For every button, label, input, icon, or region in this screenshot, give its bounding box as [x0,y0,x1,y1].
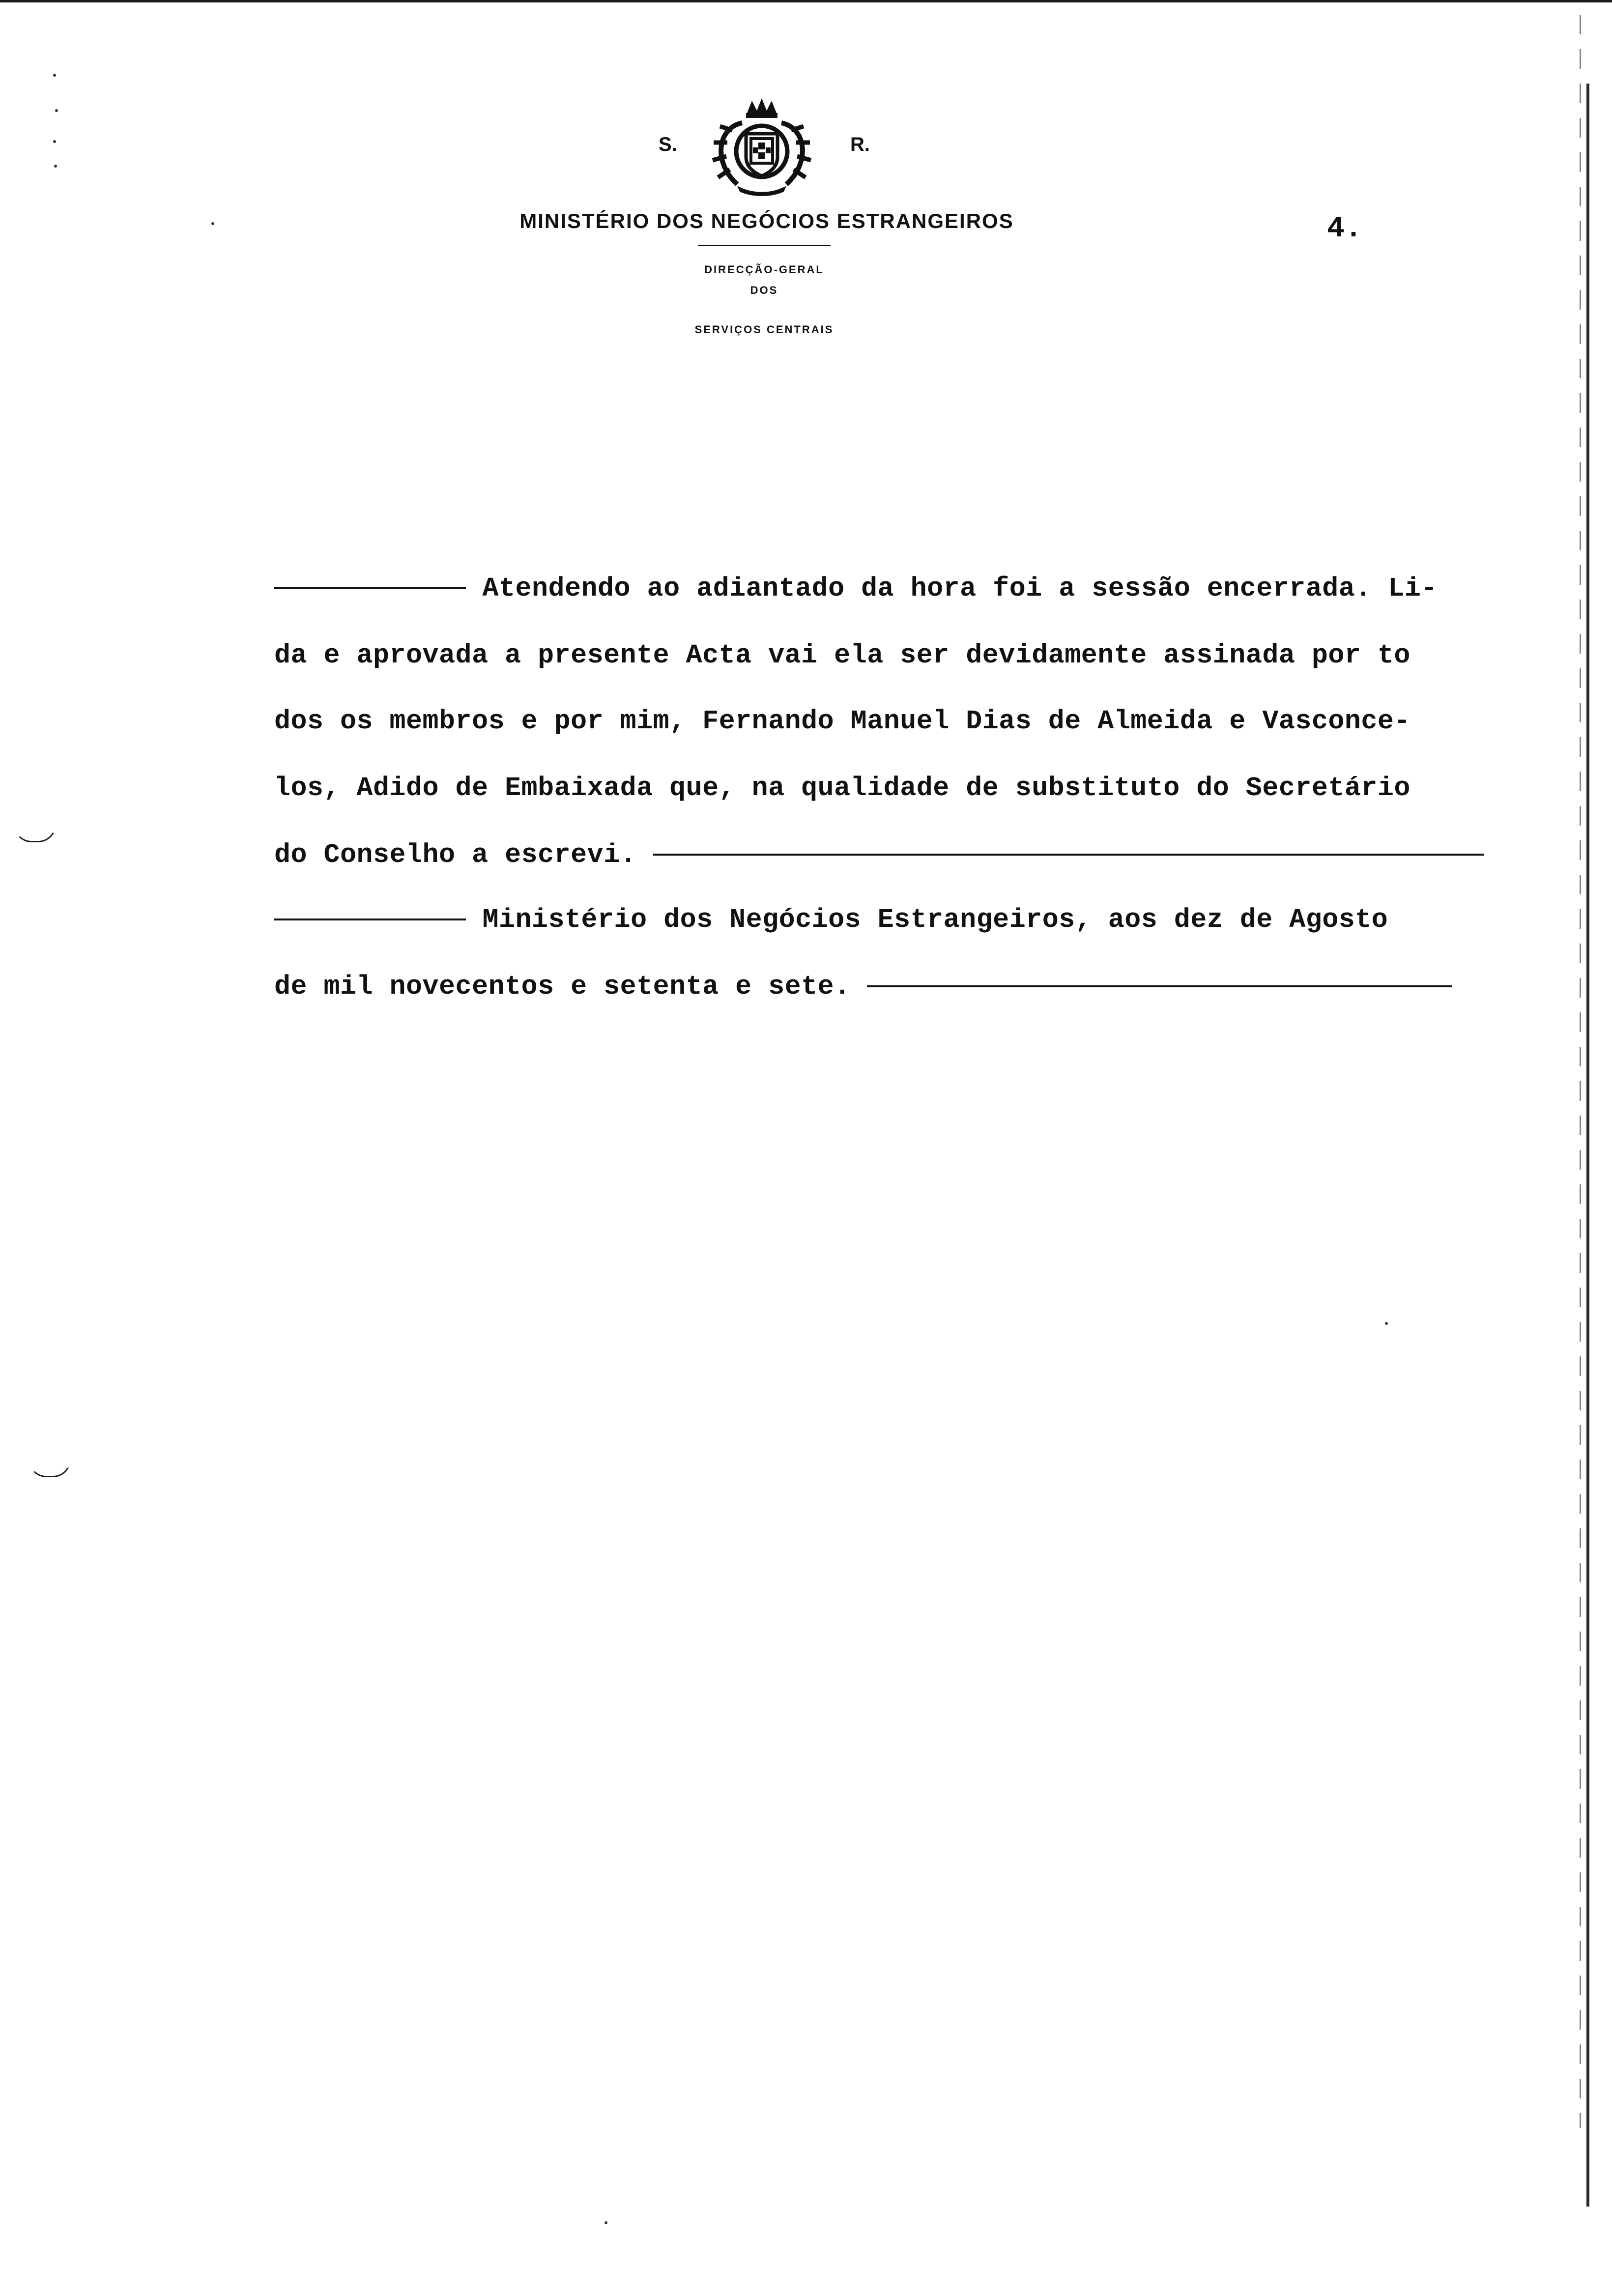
scan-edge-right [1586,84,1589,2207]
letterhead-right-initial: R. [850,134,870,155]
speck [211,222,214,225]
body-line-1 [274,573,1438,604]
speck [54,165,57,168]
department-line-2: DOS [750,284,778,296]
department-line-1: DIRECÇÃO-GERAL [704,263,824,276]
ministry-name: MINISTÉRIO DOS NEGÓCIOS ESTRANGEIROS [519,209,1014,232]
department-line-3: SERVIÇOS CENTRAIS [694,323,834,336]
coat-of-arms-icon [703,93,821,199]
letterhead-rule [698,245,831,246]
body-line-3: dos os membros e por mim, Fernando Manuel Dias de Almeida e Vasconce- [274,706,1410,737]
speck [604,2221,607,2224]
body-line-2: da e aprovada a presente Acta vai ela ser devidamente assinada por to [274,640,1410,671]
speck [55,109,58,112]
body-line-6 [274,904,1388,935]
scan-edge-top [0,0,1612,2]
scan-arc [14,825,56,842]
body-text: Atendendo ao adiantado da hora foi a sessão encerrada. Li- [482,573,1438,604]
body-text: Ministério dos Negócios Estrangeiros, aos dez de Agosto [482,904,1388,935]
leader-dash [274,918,466,920]
scan-arc [29,1460,71,1477]
body-line-7 [274,971,1452,1002]
leader-dash [274,587,466,589]
trailing-dash [653,854,1484,856]
letterhead-left-initial: S. [659,134,677,155]
body-text: de mil novecentos e setenta e sete. [274,971,851,1002]
body-text: do Conselho a escrevi. [274,839,637,870]
speck [53,74,56,77]
speck [53,140,56,143]
speck [1385,1322,1388,1325]
body-line-4: los, Adido de Embaixada que, na qualidade de substituto do Secretário [274,773,1410,804]
trailing-dash [867,985,1452,987]
page-number: 4. [1327,212,1363,246]
scan-edge-right-dashed [1580,15,1581,2128]
body-line-5 [274,839,1484,870]
